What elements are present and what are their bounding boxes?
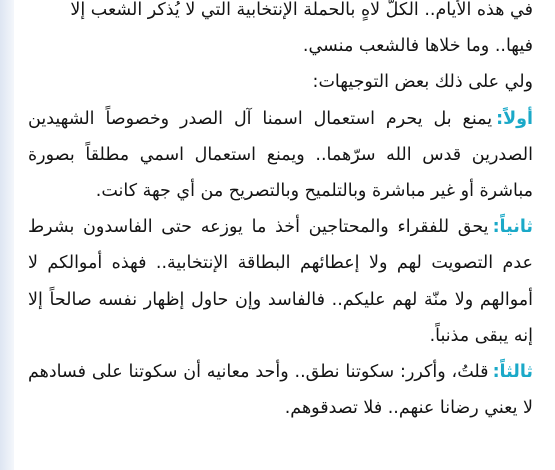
directive-text-1: يمنع بل يحرم استعمال اسمنا آل الصدر وخصوصاً الشهيدين الصدرين قدس الله سرّهما.. ويمنع استعمال اسمي مطلقاً بصورة مباشرة أو غير مباشرة وبالتلميح وبالتصريح من أي جهة كانت. (28, 108, 533, 202)
directive-text-3: قلتُ، وأكرر: سكوتنا نطق.. وأحد معانيه أن سكوتنا على فسادهم لا يعني رضانا عنهم.. فلا تصدقوهم. (28, 362, 533, 419)
directive-label-3: ثالثاً: (492, 362, 533, 383)
directives-intro: ولي على ذلك بعض التوجيهات: (312, 72, 533, 93)
directive-label-1: أولاً: (496, 108, 533, 129)
directive-item-1 (28, 101, 533, 210)
article-body (28, 0, 533, 426)
intro-paragraph: في هذه الأيام.. الكلّ لاهٍ بالحملة الإنتخابية التي لا يُذكر الشعب إلا فيها.. وما خلاها فالشعب منسي. (70, 0, 533, 57)
directive-item-2 (28, 209, 533, 354)
directive-text-2: يحق للفقراء والمحتاجين أخذ ما يوزعه حتى الفاسدون بشرط عدم التصويت لهم ولا إعطائهم البطاقة الإنتخابية.. فهذه أموالكم لا أموالهم ولا منّة لهم عليكم.. فالفاسد وإن حاول إظهار نفسه صالحاً إلا إنه يبقى مذنباً. (28, 217, 533, 346)
directive-label-2: ثانياً: (492, 217, 533, 238)
directive-item-3 (28, 354, 533, 426)
left-edge-strip (0, 0, 14, 470)
